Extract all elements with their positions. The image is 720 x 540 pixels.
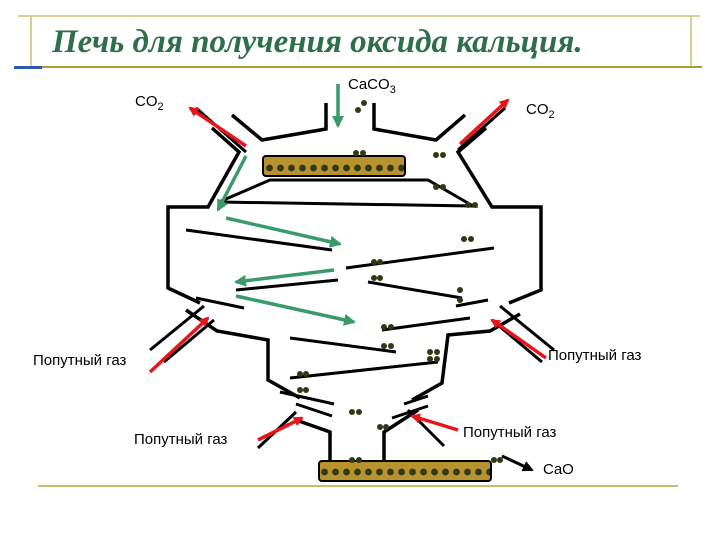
flow-arrow-3 [236, 270, 334, 282]
right-upper-duct [458, 128, 541, 303]
gas-left-low-label: Попутный газ [134, 431, 228, 448]
roof-left [232, 103, 326, 140]
co2-right-arrow [460, 100, 508, 144]
left-upper-duct [168, 128, 239, 303]
left-throat [296, 420, 330, 460]
upper-baffle [219, 180, 473, 206]
shelf-9 [290, 362, 438, 378]
product-arrow [502, 456, 532, 470]
gas-right-mid-label: Попутный газ [548, 347, 642, 364]
co2-left-label: $CO_2$ [135, 93, 164, 113]
gas-arrows [150, 100, 546, 440]
bottom-conveyor [319, 461, 491, 481]
shelf-1 [186, 230, 332, 250]
gas-right-low-label: Попутный газ [463, 424, 557, 441]
slide-title: Печь для получения оксида кальция. [52, 24, 583, 60]
top-conveyor [263, 156, 405, 176]
bottom-rule [38, 485, 678, 487]
flow-arrow-4 [236, 296, 354, 322]
co2-right-label: $CO_2$ [526, 101, 555, 121]
co2-left-arrow [190, 108, 246, 146]
gas-left-mid-label: Попутный газ [33, 352, 127, 369]
shelf-7 [382, 318, 470, 330]
shelf-8 [290, 338, 396, 352]
baffles [186, 180, 494, 418]
feed-label: CaCO$_3$ [348, 76, 396, 96]
shelf-10 [280, 392, 334, 404]
roof-right [374, 103, 465, 140]
gas-right-mid-arrow [492, 320, 546, 358]
shelf-11 [296, 404, 332, 416]
gas-left-low-arrow [258, 418, 302, 440]
product-label: CaO [543, 461, 574, 478]
shelf-2 [346, 248, 494, 268]
flow-arrow-2 [226, 218, 340, 244]
shelf-4 [368, 282, 462, 298]
